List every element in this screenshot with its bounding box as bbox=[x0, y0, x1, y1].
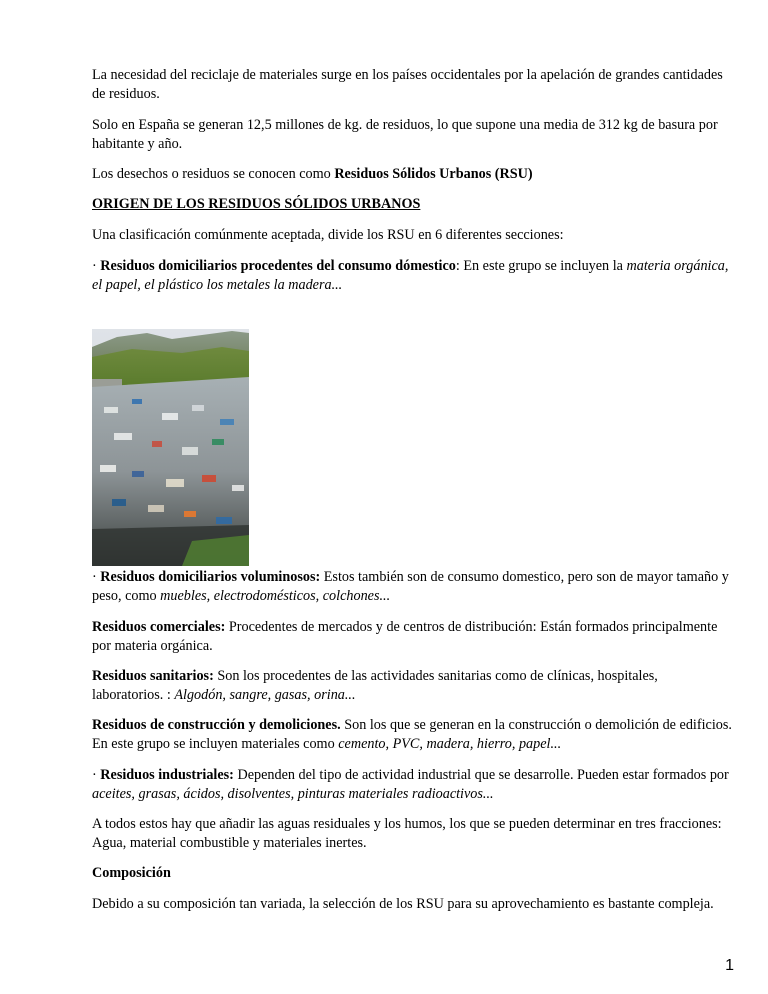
composition-paragraph: Debido a su composición tan variada, la selección de los RSU para su aprovechamiento es bastante compleja. bbox=[92, 896, 714, 912]
item-industriales bbox=[92, 766, 732, 804]
item-text: Dependen del tipo de actividad industrial que se desarrolle. Pueden estar formados por bbox=[233, 767, 729, 783]
item-title: Residuos comerciales: bbox=[92, 619, 226, 635]
item-examples: aceites, grasas, ácidos, disolventes, pinturas materiales radioactivos... bbox=[92, 786, 494, 802]
conclusion-paragraph: A todos estos hay que añadir las aguas residuales y los humos, los que se pueden determinar en tres fracciones: Agua, material combustible y materiales inertes. bbox=[92, 816, 722, 851]
page-number: 1 bbox=[725, 957, 734, 974]
item-examples: muebles, electrodomésticos, colchones... bbox=[160, 588, 391, 604]
bullet-prefix: · bbox=[92, 258, 101, 274]
item-text: Son los procedentes de las actividades sanitarias como de clínicas, hospitales, laboratorios. : bbox=[92, 668, 658, 703]
intro-paragraph-2: Solo en España se generan 12,5 millones de kg. de residuos, lo que supone una media de 312 kg de basura por habitante y año. bbox=[92, 117, 718, 152]
landfill-image bbox=[92, 329, 249, 566]
bullet-prefix: · bbox=[92, 767, 101, 783]
item-examples: cemento, PVC, madera, hierro, papel... bbox=[338, 736, 562, 752]
item-title: Residuos industriales: bbox=[100, 767, 234, 783]
item-text: Son los que se generan en la construcción o demolición de edificios. En este grupo se incluyen materiales como bbox=[92, 717, 732, 752]
item-title: Residuos de construcción y demoliciones. bbox=[92, 717, 341, 733]
classification-paragraph: Una clasificación comúnmente aceptada, divide los RSU en 6 diferentes secciones: bbox=[92, 227, 564, 243]
item-text: Procedentes de mercados y de centros de distribución: Están formados principalmente por materia orgánica. bbox=[92, 619, 718, 654]
rsu-term: Residuos Sólidos Urbanos (RSU) bbox=[334, 166, 533, 182]
item-examples: materia orgánica, el papel, el plástico los metales la madera... bbox=[92, 258, 729, 293]
item-sanitarios bbox=[92, 667, 732, 705]
item-examples: Algodón, sangre, gasas, orina... bbox=[174, 687, 356, 703]
intro-paragraph-3 bbox=[92, 165, 533, 184]
item-title: Residuos sanitarios: bbox=[92, 668, 214, 684]
intro-paragraph-1: La necesidad del reciclaje de materiales surge en los países occidentales por la apelación de grandes cantidades de residuos. bbox=[92, 67, 723, 102]
item-title: Residuos domiciliarios voluminosos: bbox=[100, 569, 321, 585]
item-voluminosos bbox=[92, 568, 732, 606]
item-text: Estos también son de consumo domestico, pero son de mayor tamaño y peso, como bbox=[92, 569, 729, 604]
item-domiciliarios bbox=[92, 257, 732, 295]
item-title: Residuos domiciliarios procedentes del consumo dómestico bbox=[100, 258, 456, 274]
item-comerciales bbox=[92, 618, 732, 656]
composition-title: Composición bbox=[92, 865, 171, 881]
item-text: : En este grupo se incluyen la bbox=[455, 258, 627, 274]
landfill-photo bbox=[92, 329, 249, 566]
item-construccion bbox=[92, 716, 732, 754]
origin-section-title: ORIGEN DE LOS RESIDUOS SÓLIDOS URBANOS bbox=[92, 196, 421, 212]
bullet-prefix: · bbox=[92, 569, 101, 585]
intro-3-text: Los desechos o residuos se conocen como bbox=[92, 166, 335, 182]
